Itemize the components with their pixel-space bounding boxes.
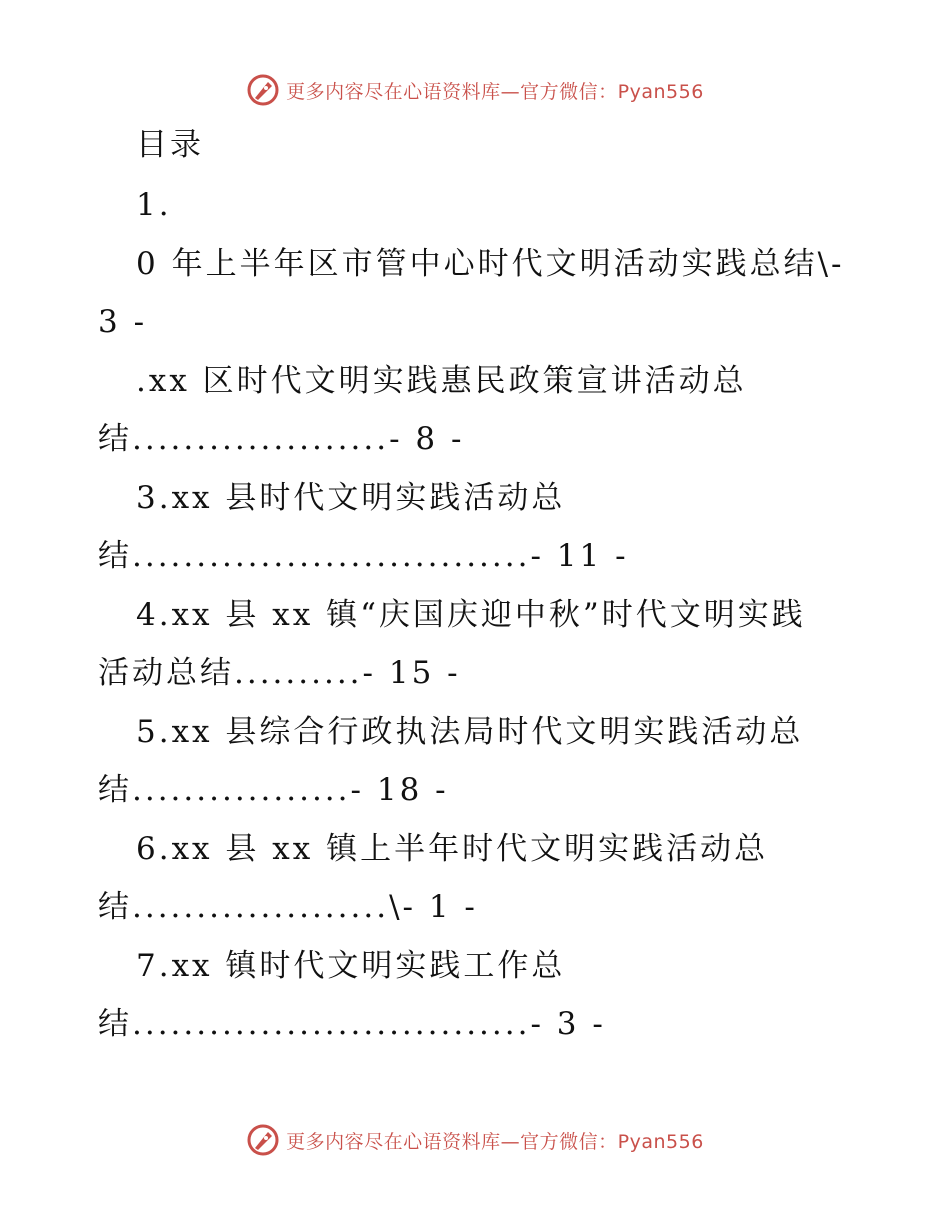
toc-heading: 目录 (136, 127, 204, 163)
toc-line: 结....................\- 1 - (98, 889, 478, 925)
banner-text: 更多内容尽在心语资料库—官方微信：Pyan556 (286, 1130, 704, 1153)
toc-line: 5.xx 县综合行政执法局时代文明实践活动总 (136, 714, 804, 750)
toc-line: 6.xx 县 xx 镇上半年时代文明实践活动总 (136, 831, 769, 867)
toc-line: 活动总结..........- 15 - (98, 655, 461, 691)
footer-banner (0, 1120, 950, 1160)
pen-nib-logo-icon (246, 1123, 280, 1157)
banner-text: 更多内容尽在心语资料库—官方微信：Pyan556 (286, 80, 704, 103)
toc-line: 结...............................- 3 - (98, 1006, 606, 1042)
toc-line: 0 年上半年区市管中心时代文明活动实践总结\- (136, 246, 845, 282)
header-banner (0, 70, 950, 110)
toc-line: 结....................- 8 - (98, 421, 465, 457)
toc-line: 结.................- 18 - (98, 772, 449, 808)
pen-nib-logo-icon (246, 73, 280, 107)
toc-line: 3 - (98, 304, 148, 340)
toc-line: 7.xx 镇时代文明实践工作总 (136, 948, 566, 984)
toc-line: .xx 区时代文明实践惠民政策宣讲活动总 (136, 363, 747, 399)
toc-line: 1. (136, 187, 172, 223)
toc-line: 4.xx 县 xx 镇“庆国庆迎中秋”时代文明实践 (136, 597, 806, 633)
toc-line: 3.xx 县时代文明实践活动总 (136, 480, 566, 516)
toc-line: 结...............................- 11 - (98, 538, 629, 574)
